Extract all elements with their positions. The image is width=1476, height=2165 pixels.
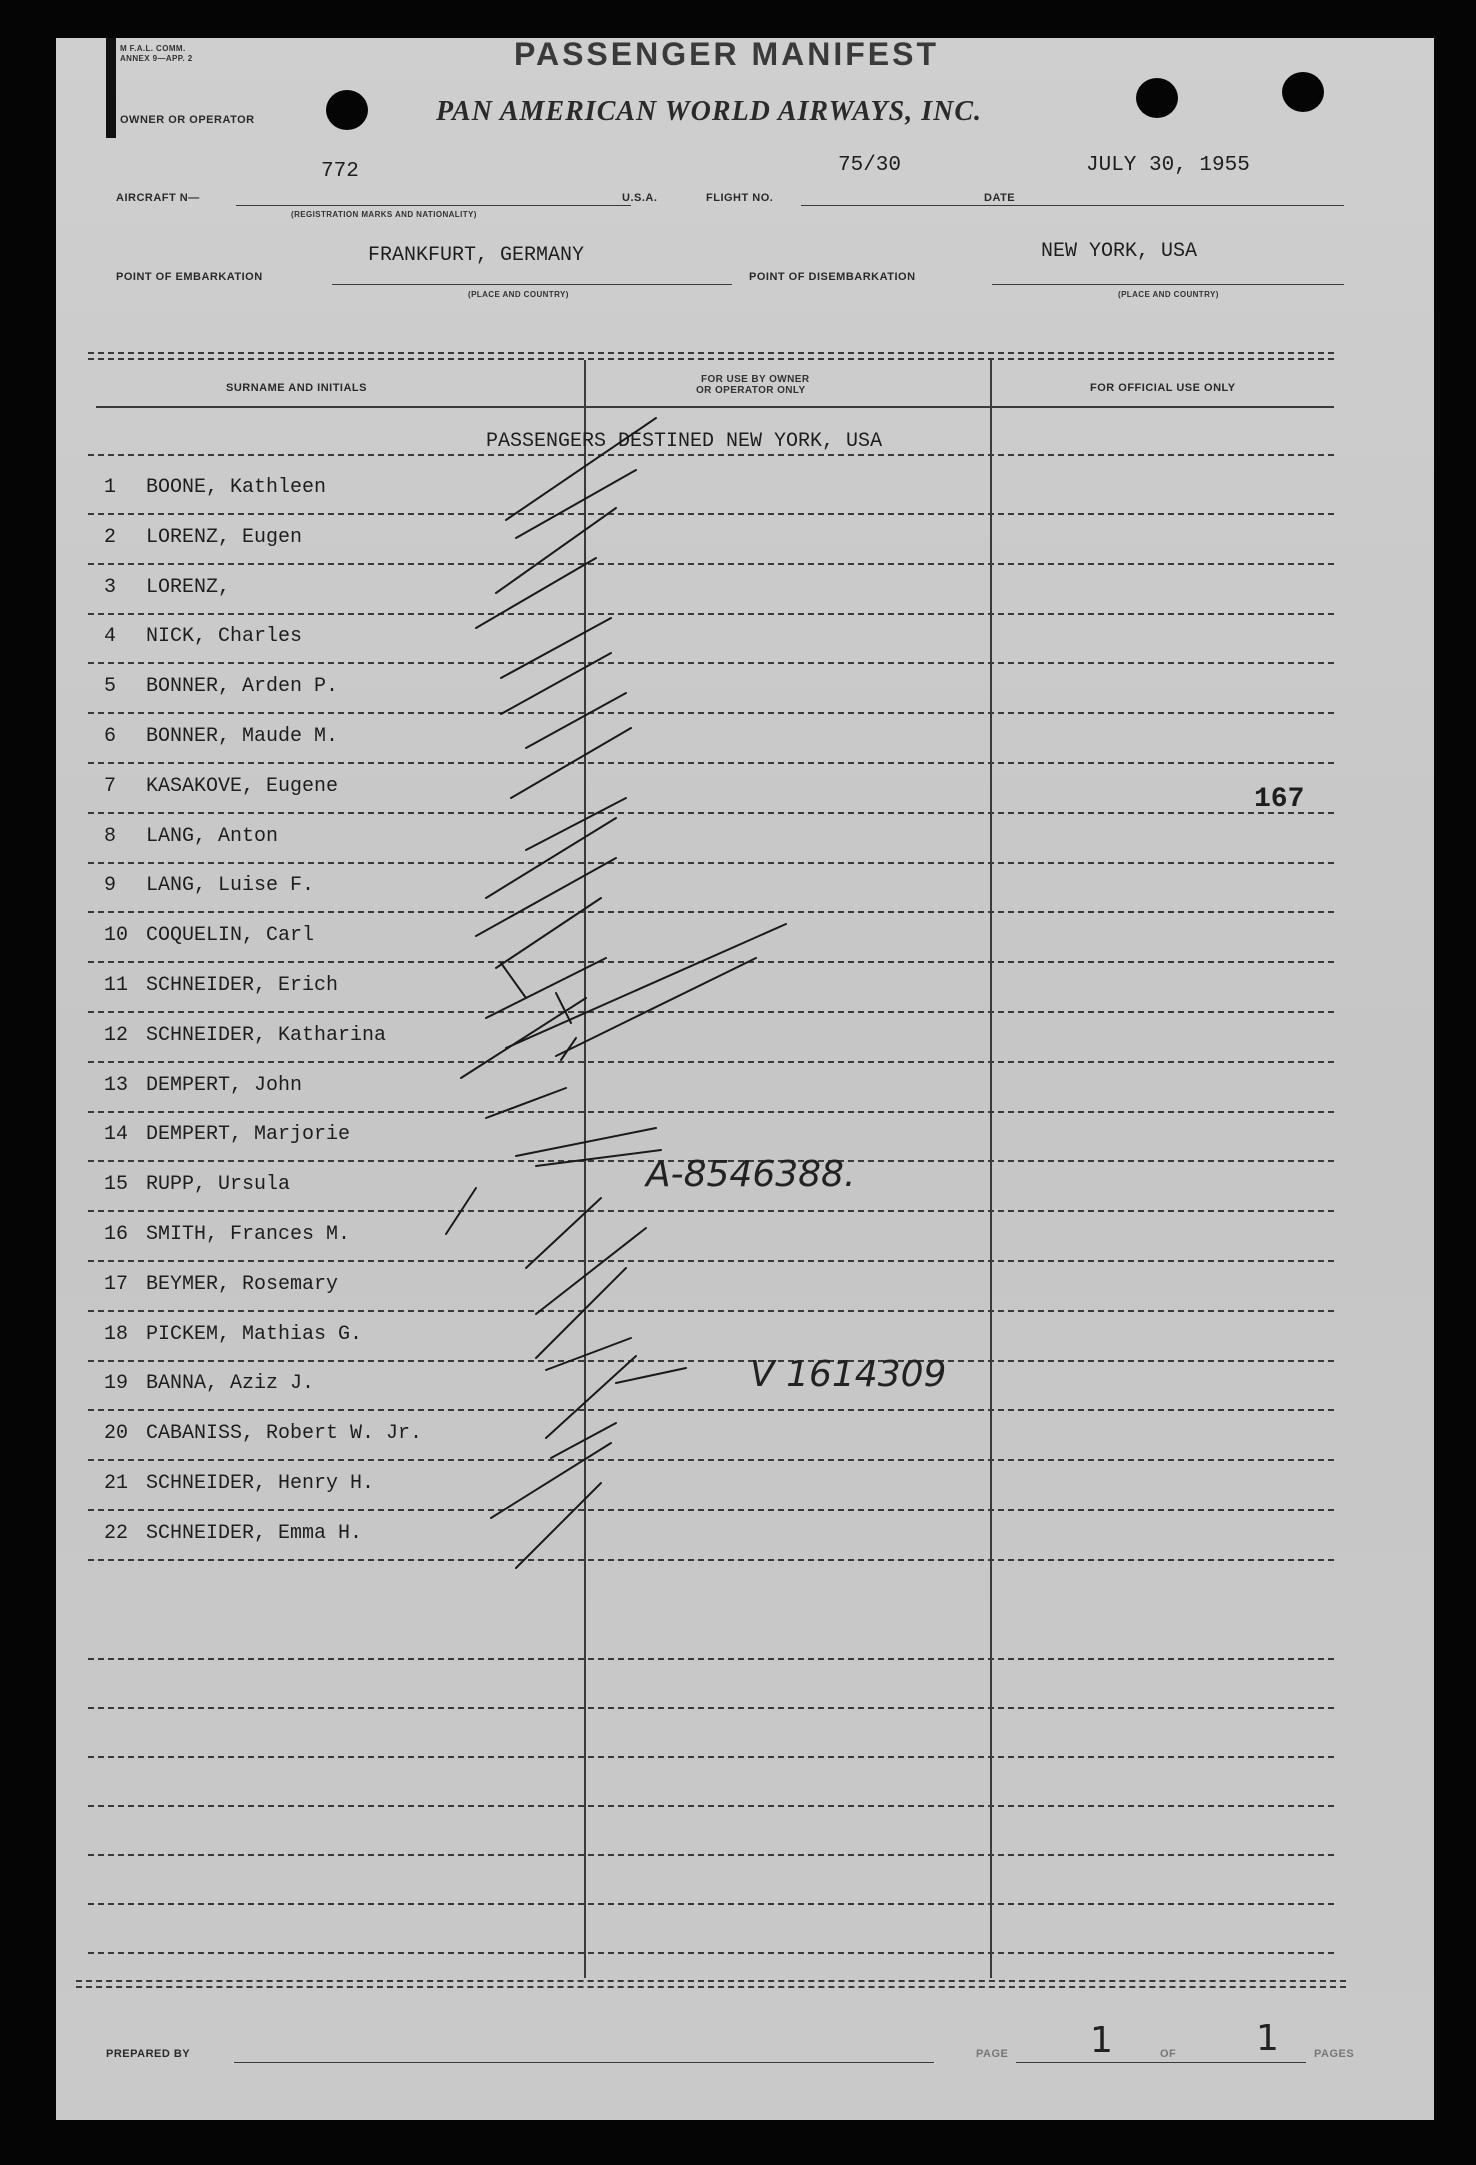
passenger-name: NICK, Charles <box>146 625 303 649</box>
passenger-number: 11 <box>104 974 129 997</box>
passenger-number: 2 <box>104 525 117 549</box>
owner-label: OWNER OR OPERATOR <box>120 114 255 126</box>
passenger-name: DEMPERT, John <box>146 1073 303 1097</box>
passenger-number: 12 <box>104 1023 129 1047</box>
passenger-name: BANNA, Aziz J. <box>146 1372 315 1396</box>
embark-sublabel: (PLACE AND COUNTRY) <box>468 290 569 299</box>
passenger-number: 7 <box>104 774 117 798</box>
total-pages: 1 <box>1256 2018 1279 2059</box>
date-value: JULY 30, 1955 <box>1086 154 1250 177</box>
of-label: OF <box>1160 2048 1177 2060</box>
passenger-number: 14 <box>104 1123 129 1147</box>
disembark-sublabel: (PLACE AND COUNTRY) <box>1118 290 1219 299</box>
passenger-number: 3 <box>104 575 117 599</box>
passenger-name: DEMPERT, Marjorie <box>146 1123 351 1147</box>
passenger-number: 17 <box>104 1272 129 1296</box>
passenger-number: 15 <box>104 1173 129 1197</box>
passenger-name: PICKEM, Mathias G. <box>146 1322 363 1346</box>
passenger-name: RUPP, Ursula <box>146 1173 291 1197</box>
passenger-number: 22 <box>104 1521 129 1545</box>
passenger-name: BONNER, Arden P. <box>146 675 339 699</box>
passenger-name: SCHNEIDER, Erich <box>146 974 339 997</box>
passenger-number: 20 <box>104 1422 129 1446</box>
embark-label: POINT OF EMBARKATION <box>116 271 263 283</box>
prepared-by-label: PREPARED BY <box>106 2048 191 2060</box>
form-title: PASSENGER MANIFEST <box>514 38 939 72</box>
passenger-name: BONNER, Maude M. <box>146 725 339 748</box>
passenger-number: 8 <box>104 824 117 848</box>
passenger-name: LANG, Luise F. <box>146 874 315 898</box>
passenger-number: 10 <box>104 924 129 948</box>
passenger-number: 18 <box>104 1322 129 1346</box>
passenger-name: KASAKOVE, Eugene <box>146 774 339 798</box>
passenger-name: CABANISS, Robert W. Jr. <box>146 1422 423 1446</box>
manifest-sheet <box>56 38 1434 2120</box>
passenger-name: SCHNEIDER, Emma H. <box>146 1521 363 1545</box>
col-owner-header-1: FOR USE BY OWNER <box>701 374 810 385</box>
official-stamp: 167 <box>1254 784 1305 815</box>
passenger-name: COQUELIN, Carl <box>146 924 315 948</box>
passenger-number: 6 <box>104 725 117 748</box>
airline-name: PAN AMERICAN WORLD AIRWAYS, INC. <box>436 96 983 127</box>
pages-label: PAGES <box>1314 2048 1355 2060</box>
passenger-number: 1 <box>104 476 117 499</box>
destination-note: PASSENGERS DESTINED NEW YORK, USA <box>486 430 883 453</box>
check-marks <box>56 38 1434 2120</box>
disembark-label: POINT OF DISEMBARKATION <box>749 271 916 283</box>
aircraft-label: AIRCRAFT N— <box>116 192 200 204</box>
embark-value: FRANKFURT, GERMANY <box>368 244 585 267</box>
flight-value: 75/30 <box>838 154 902 177</box>
handwritten-visa-number: V 1614309 <box>750 1354 947 1395</box>
aircraft-value: 772 <box>321 160 359 183</box>
form-annex: ANNEX 9—APP. 2 <box>120 54 193 63</box>
usa-label: U.S.A. <box>622 192 658 204</box>
passenger-name: BOONE, Kathleen <box>146 476 327 499</box>
date-label: DATE <box>984 192 1016 204</box>
passenger-number: 5 <box>104 675 117 699</box>
col-surname-header: SURNAME AND INITIALS <box>226 382 367 394</box>
col-owner-header-2: OR OPERATOR ONLY <box>696 385 806 396</box>
passenger-number: 9 <box>104 874 117 898</box>
passenger-number: 13 <box>104 1073 129 1097</box>
flight-label: FLIGHT NO. <box>706 192 774 204</box>
passenger-number: 4 <box>104 625 117 649</box>
passenger-name: LORENZ, <box>146 575 231 599</box>
passenger-number: 19 <box>104 1372 129 1396</box>
passenger-number: 21 <box>104 1472 129 1495</box>
handwritten-alien-number: A-8546388. <box>646 1154 856 1195</box>
col-official-header: FOR OFFICIAL USE ONLY <box>1090 382 1236 394</box>
page-label: PAGE <box>976 2048 1009 2060</box>
registration-sublabel: (REGISTRATION MARKS AND NATIONALITY) <box>291 210 477 219</box>
passenger-name: LORENZ, Eugen <box>146 525 303 549</box>
passenger-number: 16 <box>104 1223 129 1246</box>
passenger-name: SCHNEIDER, Katharina <box>146 1023 387 1047</box>
passenger-name: SMITH, Frances M. <box>146 1223 351 1246</box>
disembark-value: NEW YORK, USA <box>1041 240 1198 263</box>
passenger-name: LANG, Anton <box>146 824 279 848</box>
form-code: M F.A.L. COMM. <box>120 44 186 53</box>
passenger-name: SCHNEIDER, Henry H. <box>146 1472 375 1495</box>
page-number: 1 <box>1090 2020 1113 2061</box>
passenger-name: BEYMER, Rosemary <box>146 1272 339 1296</box>
